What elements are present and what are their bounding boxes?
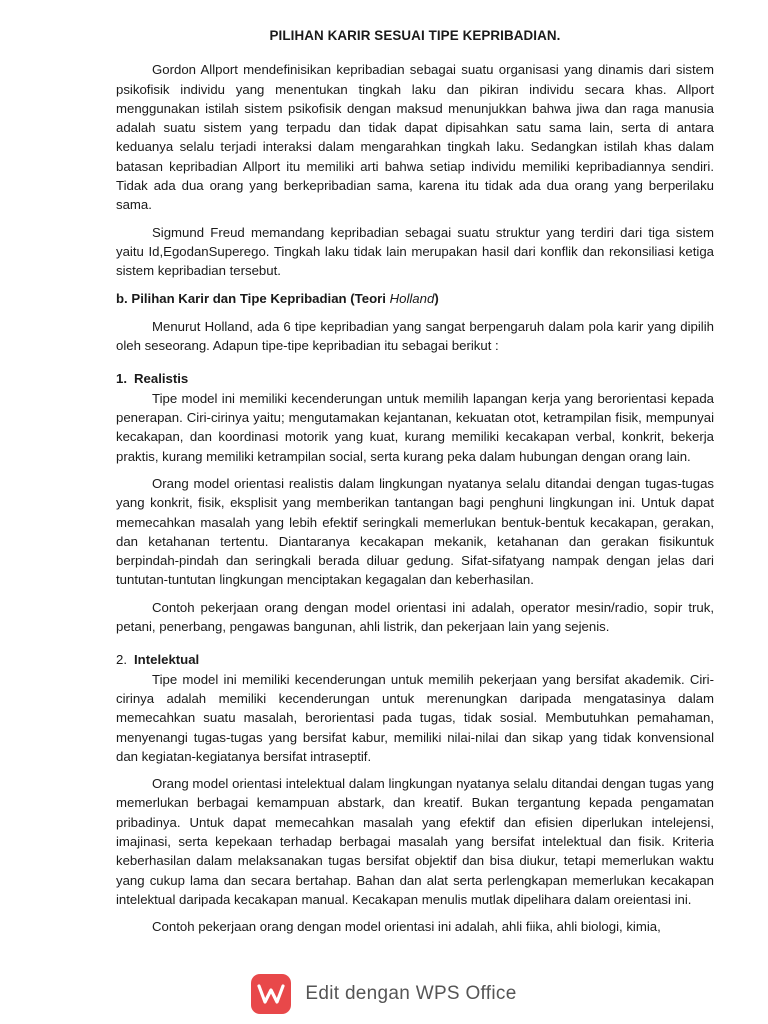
document-page	[116, 26, 714, 944]
section-b-italic: Holland	[389, 290, 435, 306]
item-title: Realistis	[134, 371, 189, 387]
paragraph-freud: Sigmund Freud memandang kepribadian sebagai suatu struktur yang terdiri dari tiga sistem yaitu Id,EgodanSuperego. Tingkah laku tidak lain merupakan hasil dari konflik dan rekonsiliasi ketiga sistem kepribadian tersebut.	[116, 224, 714, 279]
section-b-heading	[116, 289, 714, 308]
section-b-text: Pilihan Karir dan Tipe Kepribadian (Teori	[131, 290, 386, 306]
document-title: PILIHAN KARIR SESUAI TIPE KEPRIBADIAN.	[269, 28, 561, 43]
paragraph-intelektual-2: Orang model orientasi intelektual dalam lingkungan nyatanya selalu ditandai dengan tugas yang memerlukan berbagai kemampuan abstark, dan kreatif. Bukan tergantung kepada pengamatan pribadinya. Untuk dapat memecahkan masalah yang efektif dan efisien diperlukan intelejensi, imajinasi, serta kepekaan terhadap berbagai masalah yang bersifat intelektual dan fisik. Kriteria keberhasilan dalam melaksanakan tugas bersifat objektif dan bisa diukur, tetapi memerlukan waktu yang cukup lama dan secara bertahap. Bahan dan alat serta perlengkapan memerlukan kecakapan intelektual daripada kecakapan manual. Kecakapan menulis mutlak dipelihara dalam oreientasi ini.	[116, 776, 714, 907]
section-b-close: )	[434, 290, 439, 306]
item-realistis-heading	[116, 369, 714, 388]
item-number: 2.	[116, 652, 127, 668]
paragraph-realistis-2: Orang model orientasi realistis dalam lingkungan nyatanya selalu ditandai dengan tugas-tugas yang konkrit, fisik, eksplisit yang memberikan tantangan bagi penghuni lingkungan ini. Untuk dapat memecahkan masalah yang lebih efektif seringkali memerlukan bentuk-bentuk kecakapan, gerakan, dan ketahanan tertentu. Diantaranya kecakapan mekanik, ketahanan dan gerakan fisikuntuk berpindah-pindah dan seringkali berada diluar gedung. Sifat-sifatyang nampak dengan jelas dari tuntutan-tuntutan lingkungan menciptakan kegagalan dan keberhasilan.	[116, 475, 714, 588]
paragraph-holland: Menurut Holland, ada 6 tipe kepribadian yang sangat berpengaruh dalam pola karir yang dipilih oleh seseorang. Adapun tipe-tipe kepribadian itu sebagai berikut :	[116, 318, 714, 354]
paragraph-realistis-3: Contoh pekerjaan orang dengan model orientasi ini adalah, operator mesin/radio, sopir truk, petani, penerbang, pengawas bangunan, ahli listrik, dan pekerjaan lain yang sejenis.	[116, 599, 714, 635]
paragraph-intelektual-1: Tipe model ini memiliki kecenderungan untuk memilih pekerjaan yang bersifat akademik. Ciri-cirinya adalah memiliki kecenderungan untuk merenungkan daripada mengatasinya dalam memecahkan suatu masalah, berorientasi pada tugas, tidak sosial. Membutuhkan pemahaman, menyenangi tugas-tugas yang bersifat kabur, memiliki nilai-nilai dan sikap yang tidak konvensional dan kegiatan-kegiatanya bersifat intraseptif.	[116, 671, 714, 764]
paragraph-realistis-1: Tipe model ini memiliki kecenderungan untuk memilih lapangan kerja yang berorientasi kepada penerapan. Ciri-cirinya yaitu; mengutamakan kejantanan, kekuatan otot, ketrampilan fisik, mempunyai kecakapan, dan koordinasi motorik yang kuat, kurang memiliki kecakapan verbal, konkrit, bekerja praktis, kurang memiliki ketrampilan social, serta kurang peka dalam hubungan dengan orang lain.	[116, 390, 714, 464]
item-intelektual-heading	[116, 650, 714, 669]
paragraph-allport: Gordon Allport mendefinisikan kepribadian sebagai suatu organisasi yang dinamis dari sistem psikofisik individu yang menentukan tingkah laku dan pikiran individu secara khas. Allport menggunakan istilah sistem psikofisik dengan maksud menunjukkan bahwa jiwa dan raga manusia adalah suatu sistem yang terpadu dan tidak dapat dipisahkan satu sama lain, serta di antara keduanya selalu terjadi interaksi dalam mengarahkan tingkah laku. Sedangkan istilah khas dalam batasan kepribadian Allport itu memiliki arti bahwa setiap individu memiliki kepribadiannya sendiri. Tidak ada dua orang yang berkepribadian sama, karena itu tidak ada dua orang yang berperilaku sama.	[116, 62, 714, 213]
wps-edit-banner[interactable]	[0, 964, 768, 1024]
paragraph-intelektual-3: Contoh pekerjaan orang dengan model orientasi ini adalah, ahli fiika, ahli biologi, kimia,	[152, 919, 661, 935]
item-title: Intelektual	[134, 652, 200, 668]
wps-edit-label[interactable]: Edit dengan WPS Office	[305, 983, 517, 1004]
wps-logo-icon[interactable]	[251, 974, 291, 1014]
item-number: 1.	[116, 371, 127, 387]
section-b-label: b.	[116, 290, 128, 306]
